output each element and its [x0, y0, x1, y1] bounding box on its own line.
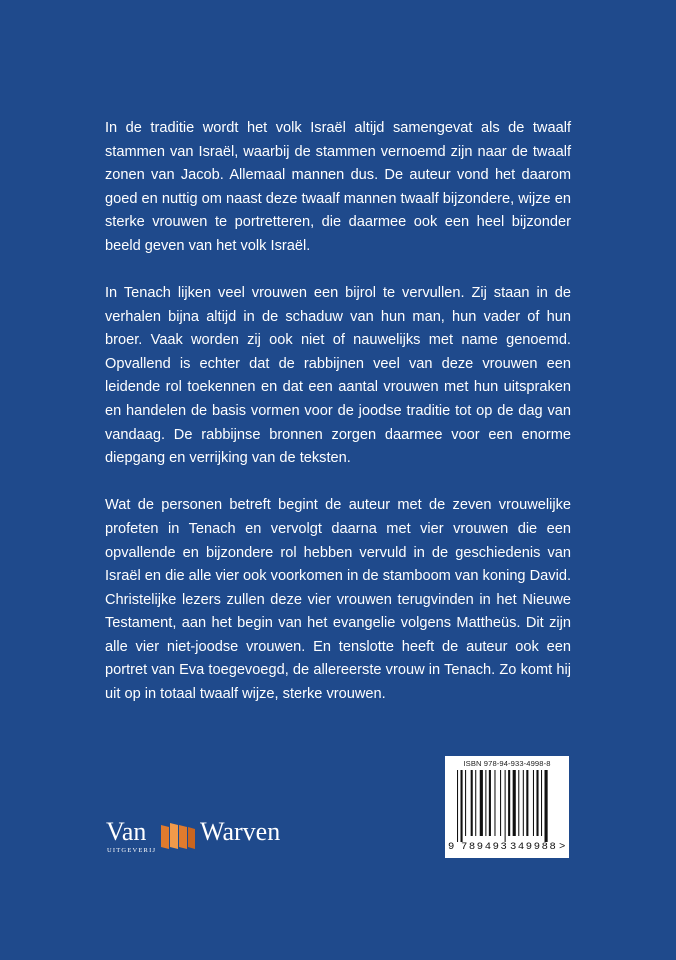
barcode-digits-right: 349988	[510, 841, 558, 853]
isbn-barcode	[445, 756, 569, 858]
blurb-paragraph-3: Wat de personen betreft begint de auteur met de zeven vrouwelijke profeten in Tenach en vervolgt daarna met vier vrouwen die een opvallende en bijzondere rol hebben vervuld in de geschiedenis van Israël en die alle vier ook voorkomen in de stamboom van koning David. Christelijke lezers zullen deze vier vrouwen terugvinden in het Nieuwe Testament, aan het begin van het evangelie volgens Mattheüs. Dit zijn alle vier niet-joodse vrouwen. En tenslotte heeft de auteur ook een portret van Eva toegevoegd, de allereerste vrouw in Tenach. Zo komt hij uit op in totaal twaalf wijze, sterke vrouwen.	[105, 497, 571, 703]
barcode-bars	[445, 770, 569, 842]
barcode-bar	[494, 770, 495, 836]
barcode-bar	[471, 770, 473, 836]
barcode-digit-first: 9	[448, 841, 455, 853]
barcode-bar	[508, 770, 510, 836]
publisher-logo	[106, 818, 306, 858]
logo-word-warven: Warven	[200, 817, 281, 846]
barcode-bar	[505, 770, 506, 842]
barcode-bar	[480, 770, 483, 836]
barcode-bar	[465, 770, 466, 836]
barcode-digits-left: 789493	[461, 841, 509, 853]
logo-word-van: Van	[106, 817, 147, 846]
barcode-bar	[461, 770, 463, 842]
barcode-bar	[545, 770, 548, 842]
blurb-paragraph-2: In Tenach lijken veel vrouwen een bijrol te vervullen. Zij staan in de verhalen bijna altijd in de schaduw van hun man, hun vader of hun broer. Vaak worden zij ook niet of nauwelijks met name genoemd. Opvallend is echter dat de rabbijnen veel van deze vrouwen een leidende rol toekennen en dat een aantal vrouwen met hun uitspraken en handelen de basis vormen voor de joodse traditie tot op de dag van vandaag. De rabbijnse bronnen zorgen daarmee voor een enorme diepgang en verrijking van de teksten.	[105, 285, 571, 467]
barcode-bar	[536, 770, 538, 836]
barcode-bar	[541, 770, 542, 836]
isbn-label: ISBN 978-94-933-4998-8	[463, 759, 551, 768]
barcode-bar	[518, 770, 519, 836]
blurb-text	[105, 117, 571, 730]
barcode-bar	[523, 770, 524, 836]
barcode-bar	[457, 770, 458, 842]
barcode-bar	[485, 770, 486, 836]
barcode-bar	[533, 770, 534, 836]
barcode-bar	[526, 770, 528, 836]
logo-subtitle: UITGEVERIJ	[107, 847, 157, 854]
barcode-digits	[445, 841, 569, 855]
barcode-bar	[475, 770, 476, 836]
barcode-digit-end: >	[559, 841, 566, 853]
book-spines-icon	[160, 821, 198, 851]
barcode-bar	[500, 770, 501, 836]
barcode-bar	[513, 770, 516, 836]
blurb-paragraph-1: In de traditie wordt het volk Israël altijd samengevat als de twaalf stammen van Israël, waarbij de stammen vernoemd zijn naar de twaalf zonen van Jacob. Allemaal mannen dus. De auteur vond het daarom goed en nuttig om naast deze twaalf mannen twaalf bijzondere, wijze en sterke vrouwen te portretteren, die daarmee ook een heel bijzonder beeld geven van het volk Israël.	[105, 120, 571, 254]
barcode-bar	[489, 770, 491, 836]
